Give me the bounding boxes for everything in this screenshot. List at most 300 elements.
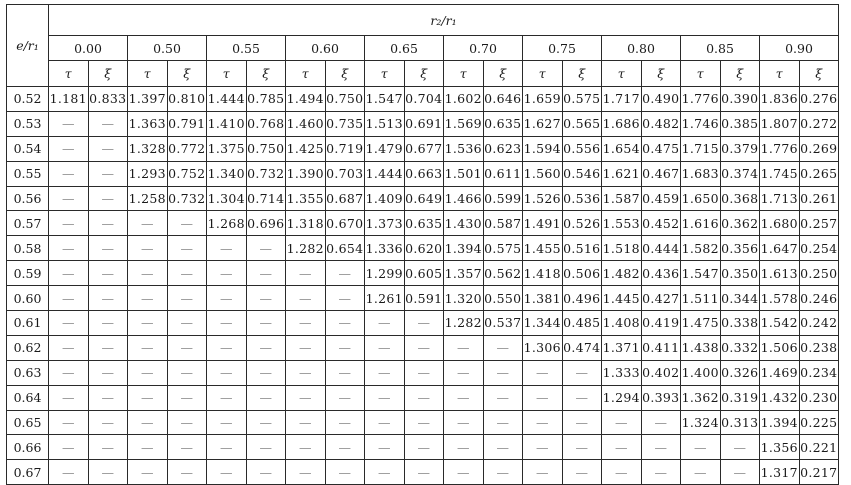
tau-cell: — <box>49 460 89 485</box>
tau-cell: — <box>444 435 484 460</box>
tau-symbol: τ <box>444 61 484 87</box>
xi-cell: 0.691 <box>404 111 444 136</box>
tau-cell: — <box>523 460 563 485</box>
tau-cell: 1.479 <box>365 136 405 161</box>
tau-cell: 1.432 <box>760 385 800 410</box>
xi-cell: 0.670 <box>325 211 365 236</box>
xi-cell: 0.402 <box>641 360 681 385</box>
tau-cell: 1.181 <box>49 87 89 112</box>
tau-cell: 1.836 <box>760 87 800 112</box>
xi-cell: 0.677 <box>404 136 444 161</box>
column-header-row <box>7 36 839 61</box>
xi-cell: — <box>325 460 365 485</box>
tau-cell: 1.659 <box>523 87 563 112</box>
xi-cell: — <box>562 360 602 385</box>
tau-cell: 1.560 <box>523 161 563 186</box>
xi-cell: — <box>88 435 128 460</box>
tau-cell: 1.390 <box>286 161 326 186</box>
xi-cell: — <box>404 335 444 360</box>
table-row <box>7 286 839 311</box>
tau-cell: 1.306 <box>523 335 563 360</box>
column-header: 0.90 <box>760 36 839 61</box>
xi-cell: 0.623 <box>483 136 523 161</box>
xi-cell: 0.269 <box>799 136 839 161</box>
xi-cell: 0.772 <box>167 136 207 161</box>
xi-cell: — <box>88 385 128 410</box>
tau-cell: 1.371 <box>602 335 642 360</box>
tau-cell: 1.394 <box>760 410 800 435</box>
xi-cell: — <box>246 410 286 435</box>
xi-cell: 0.536 <box>562 186 602 211</box>
xi-cell: 0.250 <box>799 261 839 286</box>
tau-cell: 1.469 <box>760 360 800 385</box>
xi-cell: 0.427 <box>641 286 681 311</box>
tau-cell: — <box>602 460 642 485</box>
xi-symbol: ξ <box>88 61 128 87</box>
xi-cell: 0.562 <box>483 261 523 286</box>
tau-cell: 1.475 <box>681 311 721 336</box>
xi-cell: 0.225 <box>799 410 839 435</box>
tau-cell: 1.466 <box>444 186 484 211</box>
tau-cell: — <box>286 335 326 360</box>
xi-cell: 0.221 <box>799 435 839 460</box>
xi-cell: 0.696 <box>246 211 286 236</box>
tau-cell: 1.587 <box>602 186 642 211</box>
tau-cell: 1.647 <box>760 236 800 261</box>
tau-cell: 1.776 <box>681 87 721 112</box>
tau-cell: — <box>49 286 89 311</box>
tau-cell: 1.304 <box>207 186 247 211</box>
tau-cell: 1.602 <box>444 87 484 112</box>
tau-cell: — <box>444 410 484 435</box>
xi-cell: — <box>88 186 128 211</box>
xi-cell: 0.217 <box>799 460 839 485</box>
tau-cell: — <box>286 385 326 410</box>
xi-cell: 0.474 <box>562 335 602 360</box>
xi-cell: 0.411 <box>641 335 681 360</box>
tau-cell: 1.613 <box>760 261 800 286</box>
tau-cell: — <box>128 236 168 261</box>
tau-cell: — <box>681 460 721 485</box>
table-row <box>7 261 839 286</box>
xi-cell: 0.635 <box>483 111 523 136</box>
xi-cell: — <box>167 335 207 360</box>
tau-cell: 1.526 <box>523 186 563 211</box>
tau-cell: 1.494 <box>286 87 326 112</box>
xi-cell: 0.611 <box>483 161 523 186</box>
xi-cell: — <box>167 261 207 286</box>
xi-cell: 0.646 <box>483 87 523 112</box>
table-row <box>7 211 839 236</box>
xi-cell: 0.234 <box>799 360 839 385</box>
tau-cell: — <box>523 360 563 385</box>
xi-cell: 0.344 <box>720 286 760 311</box>
table-row <box>7 111 839 136</box>
tau-cell: — <box>286 311 326 336</box>
table-row <box>7 385 839 410</box>
xi-symbol: ξ <box>483 61 523 87</box>
table-row <box>7 186 839 211</box>
tau-cell: — <box>523 410 563 435</box>
tau-cell: — <box>286 410 326 435</box>
xi-cell: — <box>483 435 523 460</box>
xi-symbol: ξ <box>325 61 365 87</box>
xi-cell: 0.732 <box>167 186 207 211</box>
row-label-cell: 0.55 <box>7 161 49 186</box>
column-header: 0.55 <box>207 36 286 61</box>
xi-cell: 0.436 <box>641 261 681 286</box>
xi-cell: 0.663 <box>404 161 444 186</box>
tau-cell: — <box>49 186 89 211</box>
tau-cell: 1.408 <box>602 311 642 336</box>
xi-cell: 0.750 <box>246 136 286 161</box>
tau-cell: — <box>128 360 168 385</box>
tau-cell: 1.511 <box>681 286 721 311</box>
tau-symbol: τ <box>49 61 89 87</box>
tau-cell: 1.444 <box>207 87 247 112</box>
xi-cell: 0.238 <box>799 335 839 360</box>
tau-cell: 1.713 <box>760 186 800 211</box>
xi-cell: — <box>325 311 365 336</box>
tau-cell: — <box>207 236 247 261</box>
row-label-cell: 0.66 <box>7 435 49 460</box>
xi-cell: 0.620 <box>404 236 444 261</box>
xi-cell: 0.599 <box>483 186 523 211</box>
xi-cell: — <box>246 286 286 311</box>
xi-cell: — <box>88 261 128 286</box>
tau-cell: 1.333 <box>602 360 642 385</box>
tau-cell: 1.745 <box>760 161 800 186</box>
xi-cell: — <box>325 410 365 435</box>
tau-cell: 1.491 <box>523 211 563 236</box>
group-label-header: r₂/r₁ <box>49 5 839 36</box>
tau-cell: — <box>49 385 89 410</box>
xi-cell: 0.467 <box>641 161 681 186</box>
xi-cell: 0.732 <box>246 161 286 186</box>
xi-cell: — <box>325 435 365 460</box>
xi-cell: — <box>88 286 128 311</box>
xi-cell: 0.475 <box>641 136 681 161</box>
xi-cell: 0.750 <box>325 87 365 112</box>
tau-cell: — <box>365 311 405 336</box>
xi-cell: 0.810 <box>167 87 207 112</box>
xi-cell: — <box>88 211 128 236</box>
xi-cell: 0.444 <box>641 236 681 261</box>
tau-symbol: τ <box>523 61 563 87</box>
tau-cell: 1.373 <box>365 211 405 236</box>
xi-cell: — <box>641 460 681 485</box>
xi-cell: 0.703 <box>325 161 365 186</box>
tau-cell: 1.807 <box>760 111 800 136</box>
tau-cell: 1.299 <box>365 261 405 286</box>
xi-cell: — <box>246 360 286 385</box>
tau-symbol: τ <box>365 61 405 87</box>
xi-cell: — <box>483 335 523 360</box>
column-header: 0.70 <box>444 36 523 61</box>
tau-cell: — <box>523 435 563 460</box>
tau-cell: 1.362 <box>681 385 721 410</box>
xi-symbol: ξ <box>799 61 839 87</box>
tau-cell: 1.294 <box>602 385 642 410</box>
xi-cell: 0.482 <box>641 111 681 136</box>
xi-cell: — <box>88 360 128 385</box>
tau-cell: — <box>444 460 484 485</box>
xi-cell: 0.575 <box>483 236 523 261</box>
tau-cell: — <box>49 236 89 261</box>
tau-cell: 1.394 <box>444 236 484 261</box>
xi-cell: 0.319 <box>720 385 760 410</box>
tau-cell: — <box>365 435 405 460</box>
row-label-cell: 0.61 <box>7 311 49 336</box>
tau-cell: 1.363 <box>128 111 168 136</box>
xi-cell: 0.313 <box>720 410 760 435</box>
xi-cell: 0.654 <box>325 236 365 261</box>
xi-cell: — <box>325 335 365 360</box>
tau-cell: 1.357 <box>444 261 484 286</box>
tau-cell: — <box>128 261 168 286</box>
tau-cell: — <box>602 435 642 460</box>
xi-cell: 0.649 <box>404 186 444 211</box>
xi-cell: 0.338 <box>720 311 760 336</box>
xi-cell: 0.385 <box>720 111 760 136</box>
xi-cell: — <box>404 435 444 460</box>
xi-cell: — <box>246 385 286 410</box>
tau-cell: — <box>286 261 326 286</box>
xi-symbol: ξ <box>246 61 286 87</box>
tau-cell: — <box>128 410 168 435</box>
row-label-cell: 0.62 <box>7 335 49 360</box>
tau-cell: 1.355 <box>286 186 326 211</box>
xi-cell: 0.356 <box>720 236 760 261</box>
xi-cell: — <box>167 236 207 261</box>
tau-cell: 1.268 <box>207 211 247 236</box>
table-body <box>7 87 839 485</box>
tau-cell: — <box>444 335 484 360</box>
xi-cell: 0.735 <box>325 111 365 136</box>
xi-cell: — <box>325 385 365 410</box>
tau-cell: — <box>207 460 247 485</box>
tau-cell: — <box>365 360 405 385</box>
tau-cell: — <box>207 410 247 435</box>
tau-cell: — <box>207 261 247 286</box>
tau-cell: — <box>49 335 89 360</box>
column-header: 0.60 <box>286 36 365 61</box>
xi-cell: 0.537 <box>483 311 523 336</box>
xi-cell: 0.265 <box>799 161 839 186</box>
tau-cell: — <box>128 211 168 236</box>
tau-cell: — <box>365 460 405 485</box>
tau-cell: — <box>49 311 89 336</box>
tau-cell: — <box>602 410 642 435</box>
xi-cell: — <box>404 410 444 435</box>
xi-cell: — <box>325 261 365 286</box>
tau-cell: 1.400 <box>681 360 721 385</box>
tau-cell: 1.336 <box>365 236 405 261</box>
xi-cell: — <box>641 435 681 460</box>
xi-cell: — <box>404 360 444 385</box>
row-label-cell: 0.58 <box>7 236 49 261</box>
tau-cell: 1.717 <box>602 87 642 112</box>
tau-cell: 1.430 <box>444 211 484 236</box>
xi-cell: 0.254 <box>799 236 839 261</box>
xi-cell: — <box>720 460 760 485</box>
table-row <box>7 311 839 336</box>
xi-cell: 0.605 <box>404 261 444 286</box>
xi-cell: — <box>562 385 602 410</box>
xi-cell: 0.785 <box>246 87 286 112</box>
xi-cell: 0.791 <box>167 111 207 136</box>
tau-symbol: τ <box>128 61 168 87</box>
xi-symbol: ξ <box>562 61 602 87</box>
xi-cell: — <box>562 460 602 485</box>
tau-cell: — <box>681 435 721 460</box>
xi-cell: 0.516 <box>562 236 602 261</box>
xi-cell: — <box>246 335 286 360</box>
tau-symbol: τ <box>207 61 247 87</box>
table-row <box>7 236 839 261</box>
row-label-cell: 0.63 <box>7 360 49 385</box>
data-table <box>6 4 839 485</box>
symbol-header-row <box>7 61 839 87</box>
tau-cell: 1.569 <box>444 111 484 136</box>
xi-cell: — <box>404 385 444 410</box>
xi-cell: — <box>167 211 207 236</box>
tau-cell: 1.680 <box>760 211 800 236</box>
tau-cell: 1.375 <box>207 136 247 161</box>
row-label-cell: 0.53 <box>7 111 49 136</box>
xi-symbol: ξ <box>720 61 760 87</box>
tau-cell: 1.282 <box>286 236 326 261</box>
tau-cell: 1.547 <box>681 261 721 286</box>
table-row <box>7 435 839 460</box>
tau-cell: — <box>286 360 326 385</box>
xi-cell: 0.257 <box>799 211 839 236</box>
tau-cell: 1.513 <box>365 111 405 136</box>
xi-cell: 0.526 <box>562 211 602 236</box>
xi-cell: 0.452 <box>641 211 681 236</box>
tau-cell: 1.627 <box>523 111 563 136</box>
xi-cell: 0.374 <box>720 161 760 186</box>
xi-cell: — <box>88 236 128 261</box>
xi-cell: — <box>167 410 207 435</box>
xi-cell: 0.506 <box>562 261 602 286</box>
tau-cell: — <box>128 435 168 460</box>
xi-cell: 0.719 <box>325 136 365 161</box>
tau-cell: — <box>128 335 168 360</box>
xi-cell: 0.704 <box>404 87 444 112</box>
xi-cell: 0.419 <box>641 311 681 336</box>
tau-cell: 1.282 <box>444 311 484 336</box>
tau-cell: — <box>128 311 168 336</box>
tau-cell: 1.344 <box>523 311 563 336</box>
tau-cell: — <box>49 410 89 435</box>
tau-cell: 1.445 <box>602 286 642 311</box>
column-header: 0.85 <box>681 36 760 61</box>
table-row <box>7 136 839 161</box>
xi-cell: — <box>167 460 207 485</box>
xi-cell: — <box>167 286 207 311</box>
xi-cell: 0.591 <box>404 286 444 311</box>
tau-cell: — <box>49 261 89 286</box>
xi-cell: 0.390 <box>720 87 760 112</box>
tau-cell: 1.578 <box>760 286 800 311</box>
tau-cell: — <box>444 385 484 410</box>
row-label-cell: 0.56 <box>7 186 49 211</box>
xi-cell: 0.687 <box>325 186 365 211</box>
tau-cell: 1.542 <box>760 311 800 336</box>
tau-cell: 1.340 <box>207 161 247 186</box>
tau-cell: — <box>207 286 247 311</box>
tau-cell: — <box>365 385 405 410</box>
tau-cell: — <box>49 111 89 136</box>
xi-cell: 0.556 <box>562 136 602 161</box>
table-row <box>7 161 839 186</box>
xi-cell: — <box>483 385 523 410</box>
tau-cell: 1.650 <box>681 186 721 211</box>
tau-cell: 1.418 <box>523 261 563 286</box>
xi-cell: — <box>483 360 523 385</box>
tau-cell: 1.686 <box>602 111 642 136</box>
xi-cell: 0.230 <box>799 385 839 410</box>
tau-cell: 1.328 <box>128 136 168 161</box>
tau-cell: 1.317 <box>760 460 800 485</box>
xi-cell: 0.459 <box>641 186 681 211</box>
tau-cell: 1.409 <box>365 186 405 211</box>
tau-cell: 1.518 <box>602 236 642 261</box>
tau-symbol: τ <box>760 61 800 87</box>
tau-cell: 1.553 <box>602 211 642 236</box>
tau-cell: — <box>365 335 405 360</box>
xi-cell: — <box>167 360 207 385</box>
xi-cell: 0.752 <box>167 161 207 186</box>
xi-cell: — <box>246 435 286 460</box>
xi-cell: — <box>404 311 444 336</box>
tau-cell: — <box>128 286 168 311</box>
tau-cell: 1.318 <box>286 211 326 236</box>
xi-cell: 0.362 <box>720 211 760 236</box>
tau-cell: 1.320 <box>444 286 484 311</box>
xi-cell: 0.550 <box>483 286 523 311</box>
xi-cell: 0.246 <box>799 286 839 311</box>
tau-cell: 1.547 <box>365 87 405 112</box>
table-row <box>7 410 839 435</box>
xi-cell: 0.833 <box>88 87 128 112</box>
xi-cell: — <box>167 385 207 410</box>
xi-cell: 0.546 <box>562 161 602 186</box>
tau-cell: — <box>286 435 326 460</box>
row-label-cell: 0.54 <box>7 136 49 161</box>
xi-cell: 0.368 <box>720 186 760 211</box>
tau-cell: — <box>207 385 247 410</box>
tau-cell: 1.324 <box>681 410 721 435</box>
xi-cell: — <box>88 311 128 336</box>
xi-cell: — <box>641 410 681 435</box>
xi-cell: — <box>562 410 602 435</box>
xi-cell: — <box>88 410 128 435</box>
tau-cell: — <box>49 136 89 161</box>
table-row <box>7 460 839 485</box>
xi-cell: 0.261 <box>799 186 839 211</box>
tau-cell: 1.460 <box>286 111 326 136</box>
tau-cell: 1.425 <box>286 136 326 161</box>
tau-cell: — <box>49 211 89 236</box>
tau-cell: 1.746 <box>681 111 721 136</box>
xi-cell: — <box>483 460 523 485</box>
row-label-cell: 0.64 <box>7 385 49 410</box>
tau-cell: 1.356 <box>760 435 800 460</box>
tau-cell: — <box>444 360 484 385</box>
xi-cell: 0.272 <box>799 111 839 136</box>
